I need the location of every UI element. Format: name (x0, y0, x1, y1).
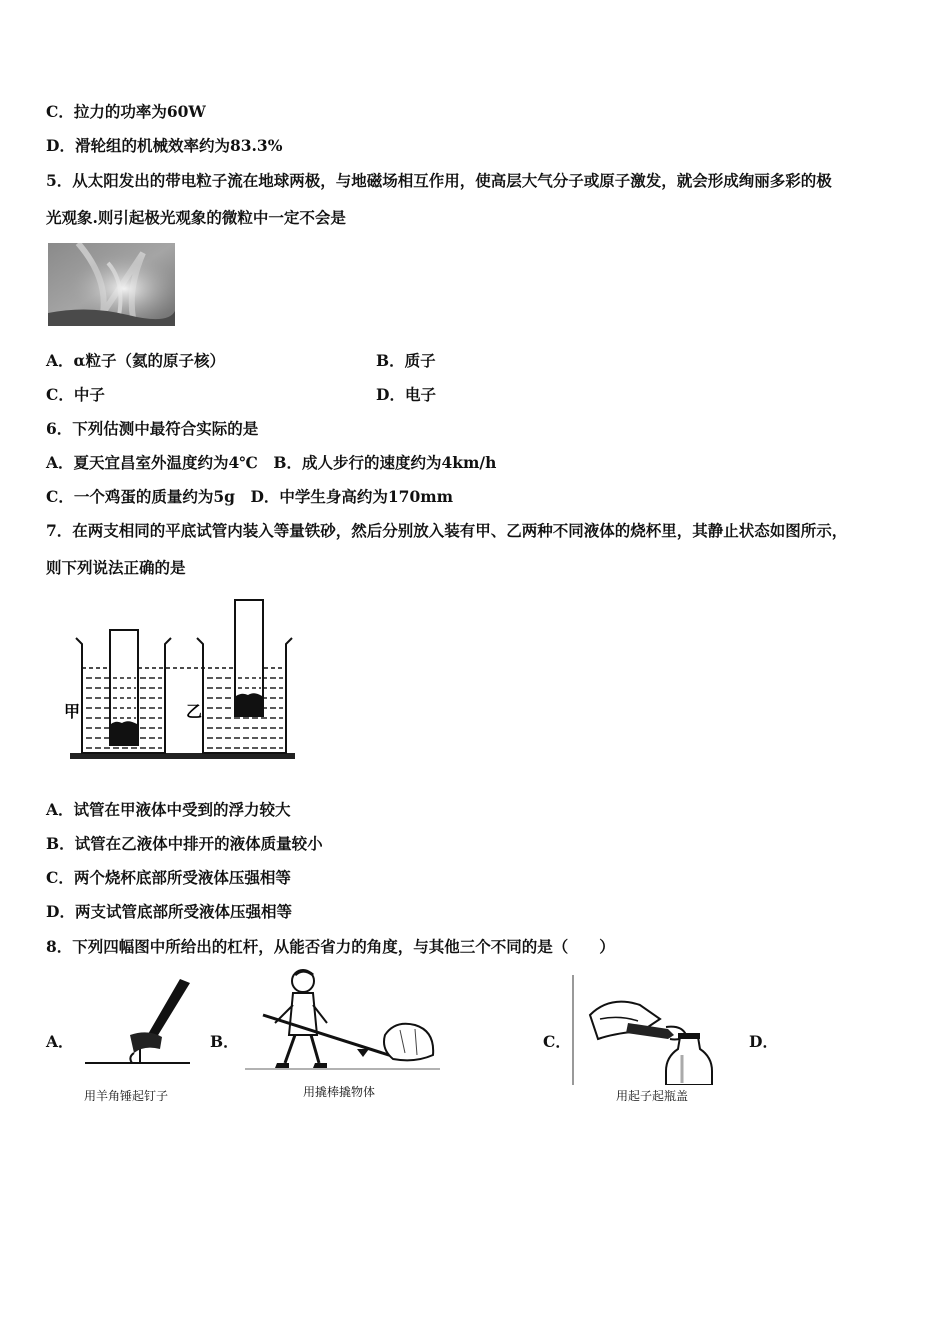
q5-option-a: A．α粒子（氦的原子核） (46, 351, 225, 370)
hammer-figure (80, 975, 205, 1105)
q6-stem: 6．下列估测中最符合实际的是 (46, 419, 259, 438)
q5-stem-line2: 光观象.则引起极光观象的微粒中一定不会是 (46, 208, 346, 227)
q7-stem-line1: 7．在两支相同的平底试管内装入等量铁砂，然后分别放入装有甲、乙两种不同液体的烧杯里，其静止状态如图所示， (46, 521, 848, 540)
q7-option-a: A．试管在甲液体中受到的浮力较大 (46, 800, 291, 819)
caption-hammer: 用羊角锤起钉子 (84, 1089, 169, 1103)
q8-label-c: C． (543, 1032, 571, 1051)
q4-option-d: D．滑轮组的机械效率约为83.3% (46, 136, 283, 155)
q7-stem-line2: 则下列说法正确的是 (46, 558, 186, 577)
aurora-photo (48, 243, 175, 326)
q5-option-c: C．中子 (46, 385, 105, 404)
q5-option-b: B．质子 (376, 351, 436, 370)
caption-crowbar: 用撬棒撬物体 (303, 1085, 376, 1099)
caption-bottle-opener: 用起子起瓶盖 (616, 1089, 689, 1103)
q8-label-a: A． (46, 1032, 74, 1051)
q8-label-d: D． (749, 1032, 778, 1051)
crowbar-figure (245, 965, 440, 1105)
q7-option-b: B．试管在乙液体中排开的液体质量较小 (46, 834, 323, 853)
q8-stem: 8．下列四幅图中所给出的杠杆，从能否省力的角度，与其他三个不同的是（ ） (46, 937, 615, 956)
beaker-figure (60, 596, 305, 768)
q8-label-b: B． (210, 1032, 239, 1051)
label-yi: 乙 (186, 702, 203, 721)
q7-option-d: D．两支试管底部所受液体压强相等 (46, 902, 292, 921)
q5-option-d: D．电子 (376, 385, 436, 404)
label-jia: 甲 (64, 702, 81, 721)
q6-options-cd: C．一个鸡蛋的质量约为5g D．中学生身高约为170mm (46, 487, 454, 506)
q7-option-c: C．两个烧杯底部所受液体压强相等 (46, 868, 291, 887)
q4-option-c: C．拉力的功率为60W (46, 102, 206, 121)
q5-stem-line1: 5．从太阳发出的带电粒子流在地球两极，与地磁场相互作用，使高层大气分子或原子激发，就会形成绚丽多彩的极 (46, 171, 832, 190)
q6-options-ab: A．夏天宜昌室外温度约为4℃ B．成人步行的速度约为4km/h (46, 453, 497, 472)
bottle-opener-figure (570, 975, 720, 1107)
